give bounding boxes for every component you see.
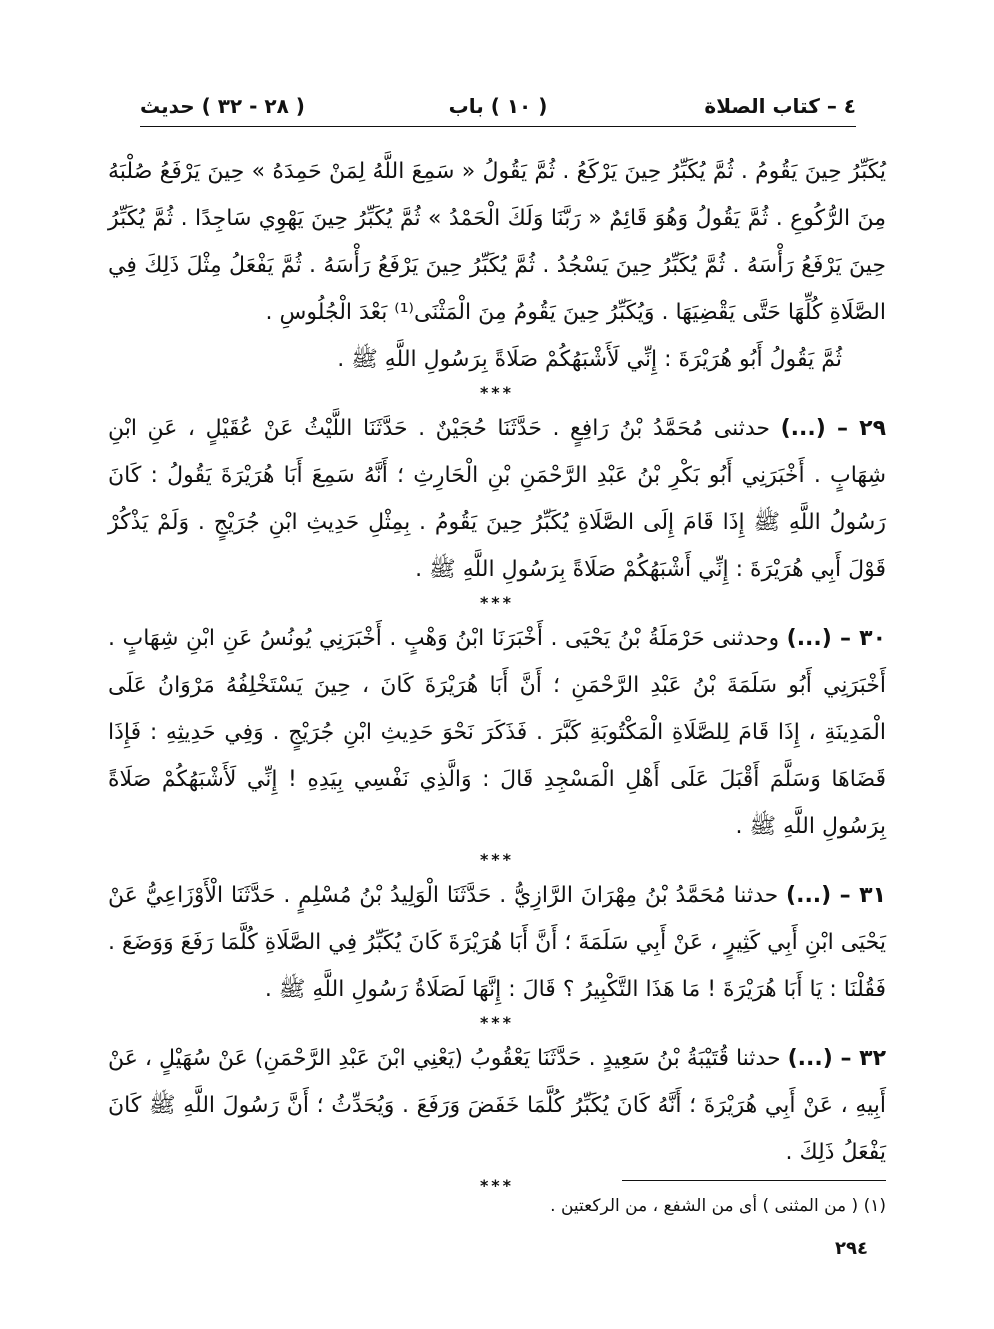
hadith-text: حدثنى مُحَمَّدُ بْنُ رَافِعٍ . حَدَّثَنَا حُجَيْنٌ . حَدَّثَنَا اللَّيْثُ عَنْ عُقَيْلٍ ، عَنِ ابْنِ شِهَابٍ . أَخْبَرَنِي أَبُو بَكْرِ بْنُ عَبْدِ الرَّحْمَنِ بْنِ الْحَارِثِ ؛ أَنَّهُ سَمِعَ أَبَا هُرَيْرَةَ يَقُولُ : كَانَ رَسُولُ اللَّهِ ﷺ إِذَا قَامَ إِلَى الصَّلَاةِ يُكَبِّرُ حِينَ يَقُومُ . بِمِثْلِ حَدِيثِ ابْنِ جُرَيْجٍ . وَلَمْ يَذْكُرْ قَوْلَ أَبِي هُرَيْرَةَ : إِنِّي أَشْبَهُكُمْ صَلَاةً بِرَسُولِ اللَّهِ ﷺ . bbox=[108, 416, 886, 582]
hadith-paragraph bbox=[108, 872, 886, 1013]
hadith-number: ٣٢ – (...) bbox=[787, 1046, 887, 1071]
body-paragraph: يُكَبِّرُ حِينَ يَقُومُ . ثُمَّ يُكَبِّرُ حِينَ يَرْكَعُ . ثُمَّ يَقُولُ « سَمِعَ اللَّهُ لِمَنْ حَمِدَهُ » حِينَ يَرْفَعُ صُلْبَهُ مِنَ الرُّكُوعِ . ثُمَّ يَقُولُ وَهُوَ قَائِمٌ « رَبَّنَا وَلَكَ الْحَمْدُ » ثُمَّ يُكَبِّرُ حِينَ يَهْوِي سَاجِدًا . ثُمَّ يُكَبِّرُ حِينَ يَرْفَعُ رَأْسَهُ . ثُمَّ يُكَبِّرُ حِينَ يَسْجُدُ . ثُمَّ يُكَبِّرُ حِينَ يَرْفَعُ رَأْسَهُ . ثُمَّ يَفْعَلُ مِثْلَ ذَلِكَ فِي الصَّلَاةِ كُلِّهَا حَتَّى يَقْضِيَهَا . وَيُكَبِّرُ حِينَ يَقُومُ مِنَ الْمَثْنَى⁽¹⁾ بَعْدَ الْجُلُوسِ . bbox=[108, 159, 886, 325]
section-separator: *** bbox=[479, 850, 515, 869]
page-number: ٢٩٤ bbox=[835, 1238, 868, 1259]
hadith-range: ( ٢٨ - ٣٢ ) حديث bbox=[140, 94, 305, 118]
body-paragraph: ثُمَّ يَقُولُ أَبُو هُرَيْرَةَ : إِنِّي لَأَشْبَهُكُمْ صَلَاةً بِرَسُولِ اللَّهِ ﷺ . bbox=[337, 347, 842, 372]
hadith-text: وحدثنى حَرْمَلَةُ بْنُ يَحْيَى . أَخْبَرَنَا ابْنُ وَهْبٍ . أَخْبَرَنِي يُونُسُ عَنِ ابْنِ شِهَابٍ . أَخْبَرَنِي أَبُو سَلَمَةَ بْنُ عَبْدِ الرَّحْمَنِ ؛ أَنَّ أَبَا هُرَيْرَةَ كَانَ ، حِينَ يَسْتَخْلِفُهُ مَرْوَانُ عَلَى الْمَدِينَةِ ، إِذَا قَامَ لِلصَّلَاةِ الْمَكْتُوبَةِ كَبَّرَ . فَذَكَرَ نَحْوَ حَدِيثِ ابْنِ جُرَيْجٍ . وَفِي حَدِيثِهِ : فَإِذَا قَضَاهَا وَسَلَّمَ أَقْبَلَ عَلَى أَهْلِ الْمَسْجِدِ قَالَ : وَالَّذِي نَفْسِي بِيَدِهِ ! إِنِّي لَأَشْبَهُكُمْ صَلَاةً بِرَسُولِ اللَّهِ ﷺ . bbox=[108, 626, 886, 839]
hadith-text: حدثنا قُتَيْبَةُ بْنُ سَعِيدٍ . حَدَّثَنَا يَعْقُوبُ (يَعْنِي ابْنَ عَبْدِ الرَّحْمَنِ) عَنْ سُهَيْلٍ ، عَنْ أَبِيهِ ، عَنْ أَبِي هُرَيْرَةَ ؛ أَنَّهُ كَانَ يُكَبِّرُ كُلَّمَا خَفَضَ وَرَفَعَ . وَيُحَدِّثُ ؛ أَنَّ رَسُولَ اللَّهِ ﷺ كَانَ يَفْعَلُ ذَلِكَ . bbox=[108, 1046, 886, 1165]
section-separator: *** bbox=[479, 593, 515, 612]
book-title: ٤ – كتاب الصلاة bbox=[704, 94, 856, 118]
page-body bbox=[108, 148, 886, 1198]
hadith-number: ٣٠ – (...) bbox=[786, 626, 887, 651]
hadith-paragraph bbox=[108, 615, 886, 850]
footnote-divider bbox=[622, 1180, 886, 1181]
running-header bbox=[140, 92, 856, 127]
hadith-number: ٢٩ – (...) bbox=[780, 416, 887, 441]
footnote: (١) ( من المثنى ) أى من الشفع ، من الركعتين . bbox=[550, 1196, 886, 1216]
hadith-paragraph bbox=[108, 1035, 886, 1176]
section-separator: *** bbox=[479, 383, 515, 402]
section-separator: *** bbox=[479, 1013, 515, 1032]
hadith-paragraph bbox=[108, 405, 886, 593]
chapter-label: ( ١٠ ) باب bbox=[448, 94, 548, 118]
section-separator: *** bbox=[479, 1176, 515, 1195]
hadith-text: حدثنا مُحَمَّدُ بْنُ مِهْرَانَ الرَّازِيُّ . حَدَّثَنَا الْوَلِيدُ بْنُ مُسْلِمٍ . حَدَّثَنَا الْأَوْزَاعِيُّ عَنْ يَحْيَى ابْنِ أَبِي كَثِيرٍ ، عَنْ أَبِي سَلَمَةَ ؛ أَنَّ أَبَا هُرَيْرَةَ كَانَ يُكَبِّرُ فِي الصَّلَاةِ كُلَّمَا رَفَعَ وَوَضَعَ . فَقُلْنَا : يَا أَبَا هُرَيْرَةَ ! مَا هَذَا التَّكْبِيرُ ؟ قَالَ : إِنَّهَا لَصَلَاةُ رَسُولِ اللَّهِ ﷺ . bbox=[108, 883, 886, 1002]
hadith-number: ٣١ – (...) bbox=[786, 883, 887, 908]
